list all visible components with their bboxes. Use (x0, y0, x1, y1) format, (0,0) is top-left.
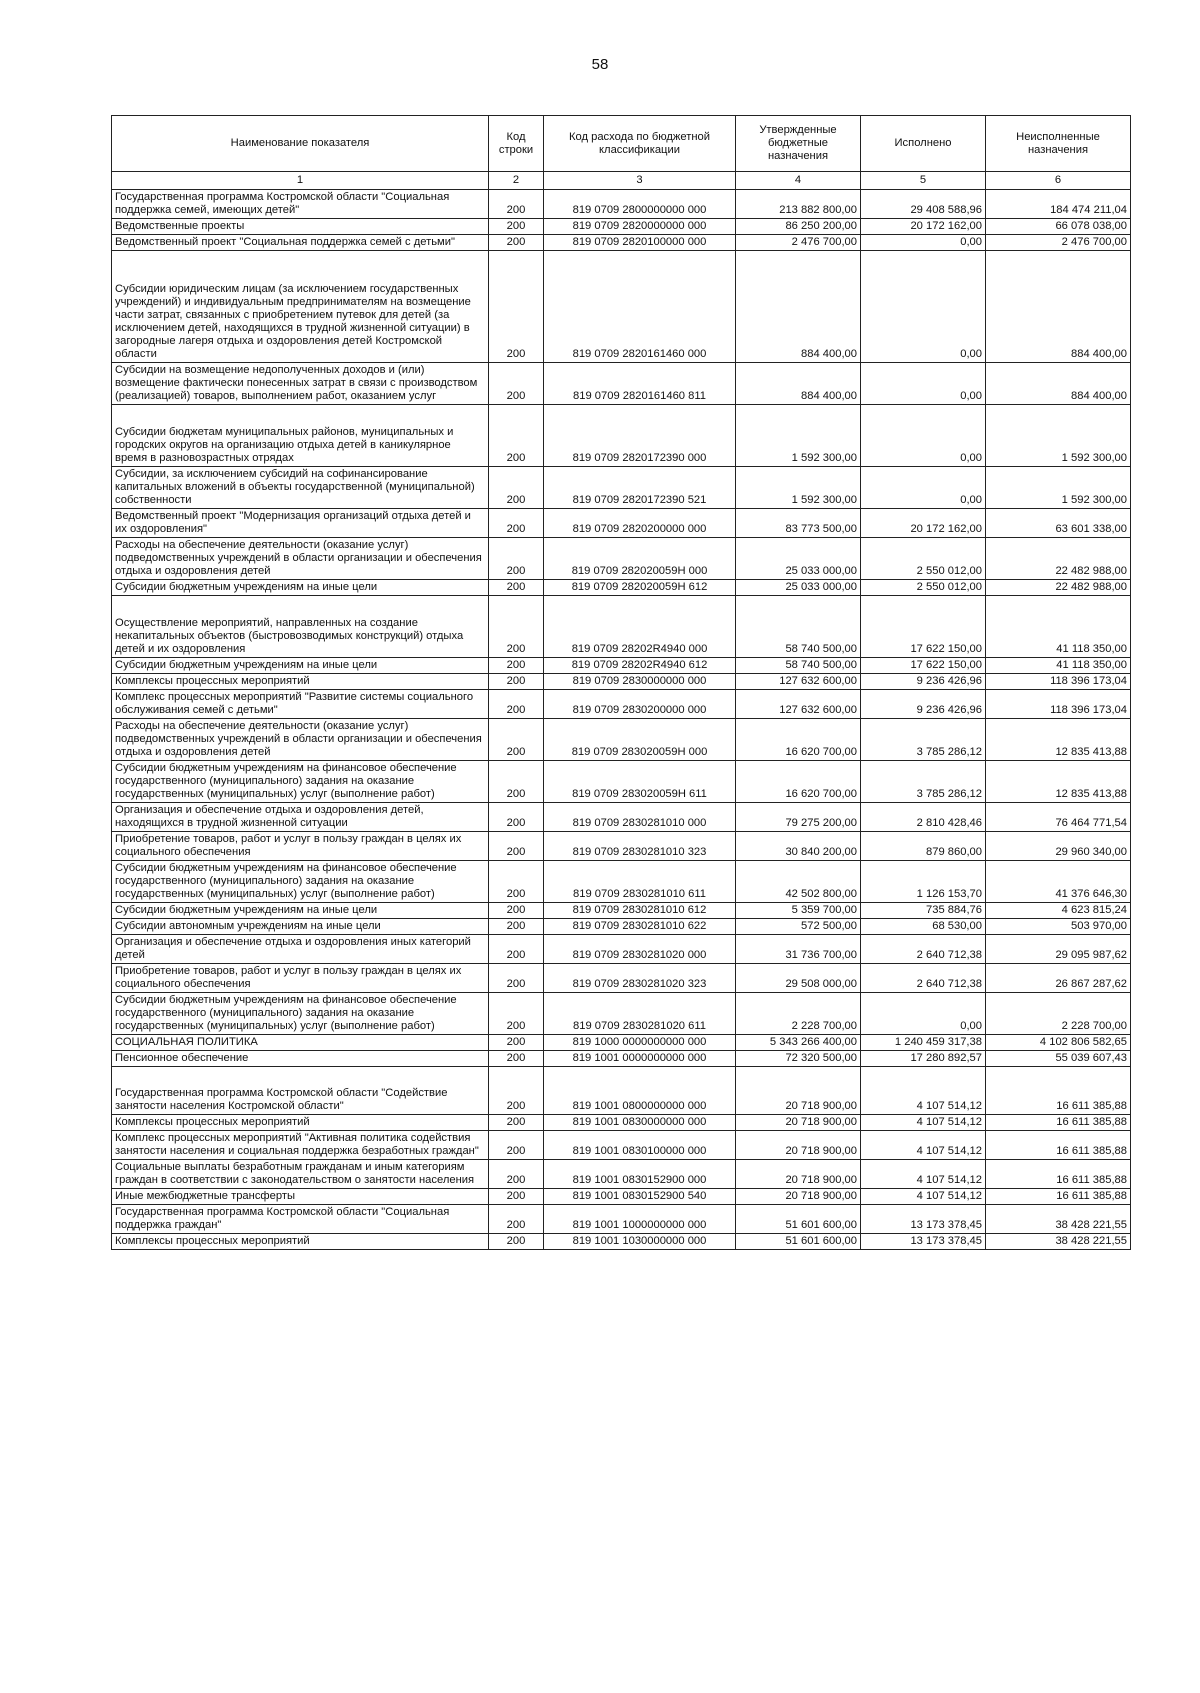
row-executed: 17 622 150,00 (861, 658, 986, 674)
table-row (112, 235, 1131, 251)
row-approved: 29 508 000,00 (736, 964, 861, 993)
table-row (112, 1051, 1131, 1067)
row-classification: 819 0709 2830281020 000 (544, 935, 736, 964)
row-name: Ведомственный проект "Модернизация организаций отдыха детей и их оздоровления" (112, 509, 489, 538)
row-approved: 213 882 800,00 (736, 190, 861, 219)
row-executed: 2 640 712,38 (861, 935, 986, 964)
row-unexecuted: 1 592 300,00 (986, 405, 1131, 467)
row-code: 200 (489, 467, 544, 509)
table-row (112, 919, 1131, 935)
row-executed: 68 530,00 (861, 919, 986, 935)
row-code: 200 (489, 719, 544, 761)
row-classification: 819 0709 2830281010 000 (544, 803, 736, 832)
row-unexecuted: 76 464 771,54 (986, 803, 1131, 832)
row-unexecuted: 38 428 221,55 (986, 1234, 1131, 1250)
table-row (112, 1160, 1131, 1189)
row-executed: 0,00 (861, 235, 986, 251)
row-code: 200 (489, 674, 544, 690)
row-executed: 0,00 (861, 467, 986, 509)
table-row (112, 903, 1131, 919)
row-approved: 58 740 500,00 (736, 658, 861, 674)
row-approved: 5 343 266 400,00 (736, 1035, 861, 1051)
row-name: Субсидии бюджетным учреждениям на финансовое обеспечение государственного (муниципального) задания на оказание государственных (муниципальных) услуг (выполнение работ) (112, 993, 489, 1035)
row-approved: 58 740 500,00 (736, 596, 861, 658)
row-name: Государственная программа Костромской области "Содействие занятости населения Костромской области" (112, 1067, 489, 1115)
row-executed: 0,00 (861, 363, 986, 405)
row-executed: 4 107 514,12 (861, 1160, 986, 1189)
table-row (112, 861, 1131, 903)
row-code: 200 (489, 964, 544, 993)
row-code: 200 (489, 919, 544, 935)
row-approved: 127 632 600,00 (736, 674, 861, 690)
row-code: 200 (489, 235, 544, 251)
row-approved: 127 632 600,00 (736, 690, 861, 719)
row-classification: 819 1001 0830100000 000 (544, 1131, 736, 1160)
row-classification: 819 1001 0830152900 000 (544, 1160, 736, 1189)
row-classification: 819 0709 2830281010 323 (544, 832, 736, 861)
row-code: 200 (489, 363, 544, 405)
row-unexecuted: 22 482 988,00 (986, 538, 1131, 580)
row-unexecuted: 55 039 607,43 (986, 1051, 1131, 1067)
row-approved: 884 400,00 (736, 251, 861, 363)
row-code: 200 (489, 538, 544, 580)
row-approved: 20 718 900,00 (736, 1067, 861, 1115)
table-row (112, 596, 1131, 658)
row-name: Субсидии бюджетным учреждениям на финансовое обеспечение государственного (муниципального) задания на оказание государственных (муниципальных) услуг (выполнение работ) (112, 761, 489, 803)
row-classification: 819 0709 2820161460 811 (544, 363, 736, 405)
row-approved: 884 400,00 (736, 363, 861, 405)
table-row (112, 1035, 1131, 1051)
column-number: 2 (489, 172, 544, 190)
row-classification: 819 0709 282020059Н 000 (544, 538, 736, 580)
row-executed: 9 236 426,96 (861, 674, 986, 690)
row-classification: 819 1001 0000000000 000 (544, 1051, 736, 1067)
row-approved: 42 502 800,00 (736, 861, 861, 903)
row-approved: 16 620 700,00 (736, 761, 861, 803)
table-row (112, 580, 1131, 596)
row-name: Ведомственные проекты (112, 219, 489, 235)
row-classification: 819 1001 1000000000 000 (544, 1205, 736, 1234)
table-row (112, 509, 1131, 538)
table-header-row (112, 116, 1131, 172)
row-executed: 1 240 459 317,38 (861, 1035, 986, 1051)
row-code: 200 (489, 1189, 544, 1205)
table-row (112, 219, 1131, 235)
row-unexecuted: 503 970,00 (986, 919, 1131, 935)
row-unexecuted: 38 428 221,55 (986, 1205, 1131, 1234)
row-approved: 20 718 900,00 (736, 1131, 861, 1160)
row-classification: 819 0709 2820172390 000 (544, 405, 736, 467)
table-row (112, 935, 1131, 964)
table-row (112, 993, 1131, 1035)
header-unexecuted: Неисполненные назначения (986, 116, 1131, 172)
row-name: Комплекс процессных мероприятий "Активная политика содействия занятости населения и социальная поддержка безработных граждан" (112, 1131, 489, 1160)
table-row (112, 405, 1131, 467)
row-name: Субсидии автономным учреждениям на иные цели (112, 919, 489, 935)
row-code: 200 (489, 1067, 544, 1115)
row-code: 200 (489, 405, 544, 467)
table-row (112, 190, 1131, 219)
column-number: 5 (861, 172, 986, 190)
row-unexecuted: 22 482 988,00 (986, 580, 1131, 596)
row-code: 200 (489, 761, 544, 803)
row-unexecuted: 1 592 300,00 (986, 467, 1131, 509)
row-executed: 2 640 712,38 (861, 964, 986, 993)
row-approved: 31 736 700,00 (736, 935, 861, 964)
row-executed: 29 408 588,96 (861, 190, 986, 219)
row-name: Субсидии бюджетным учреждениям на иные цели (112, 580, 489, 596)
row-executed: 1 126 153,70 (861, 861, 986, 903)
row-executed: 0,00 (861, 251, 986, 363)
row-classification: 819 1001 0830152900 540 (544, 1189, 736, 1205)
table-row (112, 658, 1131, 674)
row-unexecuted: 41 118 350,00 (986, 658, 1131, 674)
header-executed: Исполнено (861, 116, 986, 172)
row-classification: 819 0709 2820000000 000 (544, 219, 736, 235)
row-classification: 819 0709 2820200000 000 (544, 509, 736, 538)
row-code: 200 (489, 1115, 544, 1131)
row-unexecuted: 2 476 700,00 (986, 235, 1131, 251)
row-unexecuted: 4 102 806 582,65 (986, 1035, 1131, 1051)
row-executed: 13 173 378,45 (861, 1205, 986, 1234)
row-classification: 819 0709 2830281010 611 (544, 861, 736, 903)
row-name: Субсидии, за исключением субсидий на софинансирование капитальных вложений в объекты государственной (муниципальной) собственности (112, 467, 489, 509)
row-executed: 2 550 012,00 (861, 538, 986, 580)
row-name: Субсидии юридическим лицам (за исключением государственных учреждений) и индивидуальным предпринимателям на возмещение части затрат, связанных с приобретением путевок для детей (за исключением детей, находящихся в трудной жизненной ситуации) в загородные лагеря отдыха и оздоровления детей Костромской области (112, 251, 489, 363)
row-name: Организация и обеспечение отдыха и оздоровления детей, находящихся в трудной жизненной ситуации (112, 803, 489, 832)
table-row (112, 1131, 1131, 1160)
row-unexecuted: 63 601 338,00 (986, 509, 1131, 538)
row-name: Субсидии бюджетным учреждениям на иные цели (112, 658, 489, 674)
row-executed: 9 236 426,96 (861, 690, 986, 719)
row-unexecuted: 16 611 385,88 (986, 1131, 1131, 1160)
row-code: 200 (489, 690, 544, 719)
table-row (112, 1189, 1131, 1205)
row-unexecuted: 16 611 385,88 (986, 1189, 1131, 1205)
row-classification: 819 0709 2820172390 521 (544, 467, 736, 509)
row-unexecuted: 12 835 413,88 (986, 761, 1131, 803)
row-approved: 1 592 300,00 (736, 405, 861, 467)
table-row (112, 690, 1131, 719)
row-executed: 17 622 150,00 (861, 596, 986, 658)
row-unexecuted: 29 095 987,62 (986, 935, 1131, 964)
row-approved: 20 718 900,00 (736, 1160, 861, 1189)
row-executed: 4 107 514,12 (861, 1115, 986, 1131)
row-approved: 25 033 000,00 (736, 538, 861, 580)
row-name: Расходы на обеспечение деятельности (оказание услуг) подведомственных учреждений в области организации и обеспечения отдыха и оздоровления детей (112, 719, 489, 761)
row-code: 200 (489, 596, 544, 658)
table-row (112, 538, 1131, 580)
table-row (112, 1115, 1131, 1131)
row-code: 200 (489, 861, 544, 903)
row-unexecuted: 884 400,00 (986, 363, 1131, 405)
row-name: Субсидии бюджетам муниципальных районов, муниципальных и городских округов на организацию отдыха детей в каникулярное время в разновозрастных отрядах (112, 405, 489, 467)
row-unexecuted: 66 078 038,00 (986, 219, 1131, 235)
table-row (112, 251, 1131, 363)
table-row (112, 674, 1131, 690)
row-unexecuted: 26 867 287,62 (986, 964, 1131, 993)
budget-execution-table (111, 115, 1131, 1250)
row-approved: 20 718 900,00 (736, 1189, 861, 1205)
row-classification: 819 0709 2820161460 000 (544, 251, 736, 363)
row-classification: 819 0709 28202R4940 000 (544, 596, 736, 658)
row-classification: 819 0709 2820100000 000 (544, 235, 736, 251)
row-unexecuted: 12 835 413,88 (986, 719, 1131, 761)
row-name: Приобретение товаров, работ и услуг в пользу граждан в целях их социального обеспечения (112, 832, 489, 861)
row-code: 200 (489, 251, 544, 363)
row-name: Иные межбюджетные трансферты (112, 1189, 489, 1205)
row-unexecuted: 29 960 340,00 (986, 832, 1131, 861)
row-name: Расходы на обеспечение деятельности (оказание услуг) подведомственных учреждений в области организации и обеспечения отдыха и оздоровления детей (112, 538, 489, 580)
row-executed: 735 884,76 (861, 903, 986, 919)
row-approved: 2 476 700,00 (736, 235, 861, 251)
column-number: 1 (112, 172, 489, 190)
row-code: 200 (489, 1234, 544, 1250)
row-approved: 25 033 000,00 (736, 580, 861, 596)
row-unexecuted: 16 611 385,88 (986, 1115, 1131, 1131)
row-name: Субсидии бюджетным учреждениям на финансовое обеспечение государственного (муниципального) задания на оказание государственных (муниципальных) услуг (выполнение работ) (112, 861, 489, 903)
row-approved: 86 250 200,00 (736, 219, 861, 235)
row-executed: 2 550 012,00 (861, 580, 986, 596)
row-unexecuted: 16 611 385,88 (986, 1067, 1131, 1115)
row-unexecuted: 118 396 173,04 (986, 690, 1131, 719)
row-name: Комплексы процессных мероприятий (112, 1115, 489, 1131)
row-classification: 819 0709 2830000000 000 (544, 674, 736, 690)
row-name: Осуществление мероприятий, направленных на создание некапитальных объектов (быстровозводимых конструкций) отдыха детей и их оздоровления (112, 596, 489, 658)
row-name: Государственная программа Костромской области "Социальная поддержка граждан" (112, 1205, 489, 1234)
row-name: Государственная программа Костромской области "Социальная поддержка семей, имеющих детей" (112, 190, 489, 219)
row-classification: 819 0709 2830281020 611 (544, 993, 736, 1035)
row-code: 200 (489, 658, 544, 674)
row-code: 200 (489, 219, 544, 235)
header-classification: Код расхода по бюджетной классификации (544, 116, 736, 172)
row-unexecuted: 118 396 173,04 (986, 674, 1131, 690)
row-executed: 4 107 514,12 (861, 1189, 986, 1205)
row-approved: 1 592 300,00 (736, 467, 861, 509)
row-unexecuted: 884 400,00 (986, 251, 1131, 363)
row-approved: 79 275 200,00 (736, 803, 861, 832)
row-name: Субсидии бюджетным учреждениям на иные цели (112, 903, 489, 919)
row-executed: 13 173 378,45 (861, 1234, 986, 1250)
row-name: Комплекс процессных мероприятий "Развитие системы социального обслуживания семей с детьми" (112, 690, 489, 719)
row-name: Пенсионное обеспечение (112, 1051, 489, 1067)
row-executed: 0,00 (861, 405, 986, 467)
table-body (112, 190, 1131, 1250)
column-number: 3 (544, 172, 736, 190)
table-row (112, 1205, 1131, 1234)
row-approved: 51 601 600,00 (736, 1234, 861, 1250)
row-executed: 4 107 514,12 (861, 1067, 986, 1115)
row-unexecuted: 4 623 815,24 (986, 903, 1131, 919)
row-unexecuted: 184 474 211,04 (986, 190, 1131, 219)
row-code: 200 (489, 935, 544, 964)
row-code: 200 (489, 1131, 544, 1160)
column-number: 4 (736, 172, 861, 190)
row-executed: 0,00 (861, 993, 986, 1035)
row-name: Субсидии на возмещение недополученных доходов и (или) возмещение фактически понесенных затрат в связи с производством (реализацией) товаров, выполнением работ, оказанием услуг (112, 363, 489, 405)
row-executed: 20 172 162,00 (861, 509, 986, 538)
header-approved: Утвержденные бюджетные назначения (736, 116, 861, 172)
row-code: 200 (489, 509, 544, 538)
row-approved: 51 601 600,00 (736, 1205, 861, 1234)
row-code: 200 (489, 190, 544, 219)
row-code: 200 (489, 1051, 544, 1067)
row-executed: 4 107 514,12 (861, 1131, 986, 1160)
row-classification: 819 0709 2830281010 622 (544, 919, 736, 935)
row-code: 200 (489, 993, 544, 1035)
row-unexecuted: 41 118 350,00 (986, 596, 1131, 658)
row-executed: 17 280 892,57 (861, 1051, 986, 1067)
row-classification: 819 0709 2830200000 000 (544, 690, 736, 719)
row-name: СОЦИАЛЬНАЯ ПОЛИТИКА (112, 1035, 489, 1051)
row-executed: 879 860,00 (861, 832, 986, 861)
table-row (112, 363, 1131, 405)
row-classification: 819 0709 2800000000 000 (544, 190, 736, 219)
row-classification: 819 0709 283020059Н 000 (544, 719, 736, 761)
table-row (112, 1234, 1131, 1250)
row-unexecuted: 41 376 646,30 (986, 861, 1131, 903)
row-classification: 819 0709 28202R4940 612 (544, 658, 736, 674)
row-code: 200 (489, 832, 544, 861)
row-classification: 819 1001 0830000000 000 (544, 1115, 736, 1131)
row-executed: 20 172 162,00 (861, 219, 986, 235)
row-code: 200 (489, 1160, 544, 1189)
header-code: Код строки (489, 116, 544, 172)
row-name: Комплексы процессных мероприятий (112, 674, 489, 690)
row-approved: 5 359 700,00 (736, 903, 861, 919)
row-approved: 30 840 200,00 (736, 832, 861, 861)
row-name: Ведомственный проект "Социальная поддержка семей с детьми" (112, 235, 489, 251)
row-executed: 3 785 286,12 (861, 761, 986, 803)
column-number: 6 (986, 172, 1131, 190)
row-approved: 572 500,00 (736, 919, 861, 935)
row-code: 200 (489, 803, 544, 832)
row-approved: 16 620 700,00 (736, 719, 861, 761)
row-classification: 819 0709 2830281010 612 (544, 903, 736, 919)
row-name: Социальные выплаты безработным гражданам и иным категориям граждан в соответствии с законодательством о занятости населения (112, 1160, 489, 1189)
table-row (112, 803, 1131, 832)
row-classification: 819 1000 0000000000 000 (544, 1035, 736, 1051)
row-approved: 72 320 500,00 (736, 1051, 861, 1067)
page-number: 58 (591, 56, 609, 73)
row-name: Приобретение товаров, работ и услуг в пользу граждан в целях их социального обеспечения (112, 964, 489, 993)
row-executed: 2 810 428,46 (861, 803, 986, 832)
table-row (112, 761, 1131, 803)
row-approved: 83 773 500,00 (736, 509, 861, 538)
row-approved: 20 718 900,00 (736, 1115, 861, 1131)
row-code: 200 (489, 580, 544, 596)
row-unexecuted: 16 611 385,88 (986, 1160, 1131, 1189)
table-row (112, 719, 1131, 761)
row-code: 200 (489, 1205, 544, 1234)
header-name: Наименование показателя (112, 116, 489, 172)
table-row (112, 1067, 1131, 1115)
row-classification: 819 0709 2830281020 323 (544, 964, 736, 993)
column-number-row (112, 172, 1131, 190)
row-code: 200 (489, 903, 544, 919)
row-executed: 3 785 286,12 (861, 719, 986, 761)
row-classification: 819 1001 0800000000 000 (544, 1067, 736, 1115)
row-unexecuted: 2 228 700,00 (986, 993, 1131, 1035)
table-row (112, 832, 1131, 861)
row-classification: 819 1001 1030000000 000 (544, 1234, 736, 1250)
row-classification: 819 0709 282020059Н 612 (544, 580, 736, 596)
row-name: Организация и обеспечение отдыха и оздоровления иных категорий детей (112, 935, 489, 964)
table-row (112, 467, 1131, 509)
row-classification: 819 0709 283020059Н 611 (544, 761, 736, 803)
row-approved: 2 228 700,00 (736, 993, 861, 1035)
row-name: Комплексы процессных мероприятий (112, 1234, 489, 1250)
row-code: 200 (489, 1035, 544, 1051)
table-row (112, 964, 1131, 993)
